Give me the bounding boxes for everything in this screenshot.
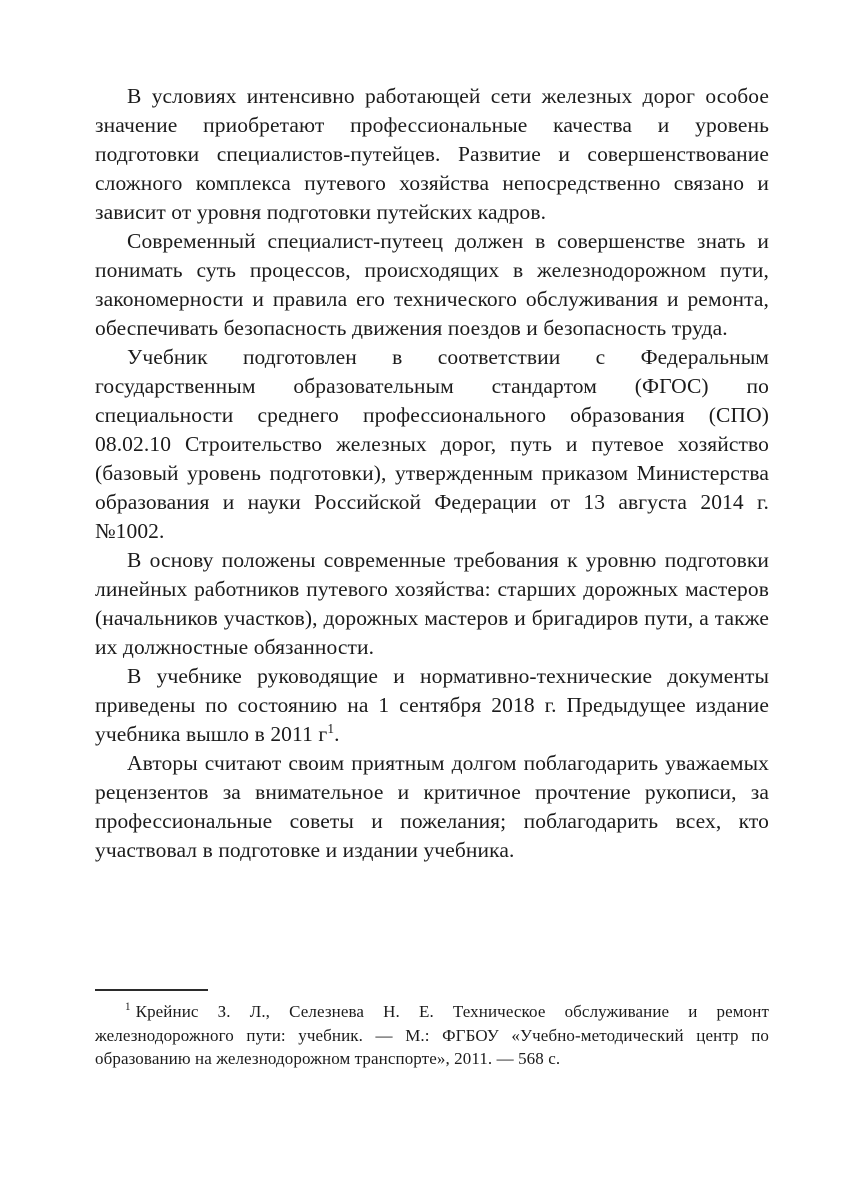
paragraph-requirements: В основу положены современные требования к уровню подготовки линейных работников путевого хозяйства: старших дорожных мастеров (начальников участков), дорожных мастеров и бригадиров пути, а также их должностные обязанности.: [95, 548, 769, 659]
paragraph-intro: В условиях интенсивно работающей сети железных дорог особое значение приобретают профессиональные качества и уровень подготовки специалистов-путейцев. Развитие и совершенствование сложного комплекса путевого хозяйства непосредственно связано и зависит от уровня подготовки путейских кадров.: [95, 84, 769, 224]
paragraph-specialist: Современный специалист-путеец должен в совершенстве знать и понимать суть процессов, происходящих в железнодорожном пути, закономерности и правила его технического обслуживания и ремонта, обеспечивать безопасность движения поездов и безопасность труда.: [95, 229, 769, 340]
paragraph-fgos-standard: Учебник подготовлен в соответствии с Федеральным государственным образовательным стандартом (ФГОС) по специальности среднего профессионального образования (СПО) 08.02.10 Строительство железных дорог, путь и путевое хозяйство (базовый уровень подготовки), утвержденным приказом Министерства образования и науки Российской Федерации от 13 августа 2014 г. №1002.: [95, 345, 769, 543]
paragraph-text-after-ref: .: [334, 722, 340, 746]
page-body: [95, 82, 769, 865]
footnote-text: Крейнис З. Л., Селезнева Н. Е. Техническое обслуживание и ремонт железнодорожного пути: учебник. — М.: ФГБОУ «Учебно-методический центр по образованию на железнодорожном транспорте», 2011. — 568 с.: [95, 1002, 769, 1068]
paragraph-documents-edition: [95, 662, 769, 749]
footnote-section: [95, 989, 769, 1071]
paragraph-acknowledgements: Авторы считают своим приятным долгом поблагодарить уважаемых рецензентов за внимательное и критичное прочтение рукописи, за профессиональные советы и пожелания; поблагодарить всех, кто участвовал в подготовке и издании учебника.: [95, 751, 769, 862]
footnote: [95, 1000, 769, 1071]
footnote-separator: [95, 989, 208, 991]
footnote-marker: 1: [125, 1001, 131, 1014]
paragraph-text-before-ref: В учебнике руководящие и нормативно-технические документы приведены по состоянию на 1 сентября 2018 г. Предыдущее издание учебника вышло в 2011 г: [95, 664, 769, 746]
footnote-reference: 1: [327, 720, 335, 736]
